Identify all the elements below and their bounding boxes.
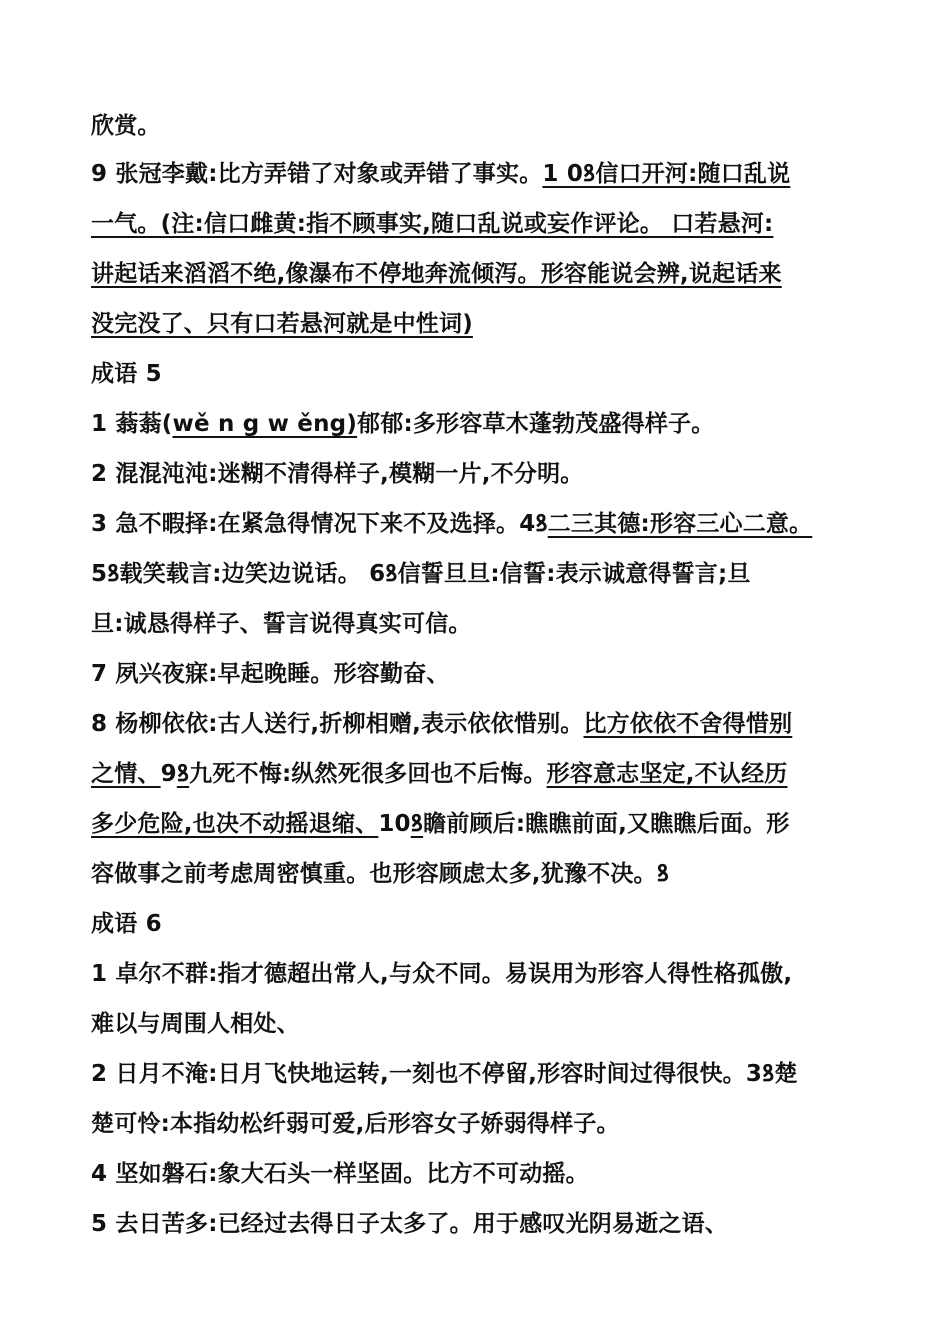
text-line [91, 408, 714, 440]
text-line [91, 608, 472, 640]
underlined-text: 一气。(注:信口雌黄:指不顾事实,随口乱说或妄作评论。 口若悬河: [91, 211, 774, 237]
text-segment: 5 去日苦多:已经过去得日子太多了。用于感叹光阴易逝之语、 [91, 1211, 729, 1237]
text-segment: 10 [378, 811, 411, 837]
text-segment: 难以与周围人相处、 [91, 1011, 300, 1037]
underlined-text: 比方依依不舍得惜别 [583, 711, 793, 737]
text-line [91, 308, 473, 340]
underlined-text: ꝸ [410, 811, 424, 837]
underlined-text: 1 0ꝸ信口开河:随口乱说 [542, 161, 791, 187]
underlined-text: ꝸ [176, 761, 190, 787]
text-segment: 楚可怜:本指幼松纤弱可爱,后形容女子娇弱得样子。 [91, 1111, 620, 1137]
text-segment: 成语 6 [91, 911, 162, 937]
text-segment: 9 张冠李戴:比方弄错了对象或弄错了事实。 [91, 161, 543, 187]
underlined-text: 形容意志坚定,不认经历 [546, 761, 788, 787]
text-line [91, 858, 669, 890]
text-line [91, 658, 450, 690]
text-line [91, 458, 583, 490]
text-line [91, 258, 782, 290]
text-segment: 容做事之前考虑周密慎重。也形容顾虑太多,犹豫不决。ꝸ [91, 861, 670, 887]
text-line [91, 1058, 798, 1090]
text-segment: 7 夙兴夜寐:早起晚睡。形容勤奋、 [91, 661, 450, 687]
text-line [91, 958, 792, 990]
text-segment: 旦:诚恳得样子、誓言说得真实可信。 [91, 611, 472, 637]
underlined-text: wě n g w ěng) [172, 411, 358, 437]
text-line [91, 558, 751, 590]
text-segment: 成语 5 [91, 361, 162, 387]
text-line [91, 908, 162, 940]
text-line [91, 1108, 620, 1140]
text-line [91, 1008, 300, 1040]
text-segment: 9 [160, 761, 177, 787]
text-segment: 2 日月不淹:日月飞快地运转,一刻也不停留,形容时间过得很快。3ꝸ楚 [91, 1061, 798, 1087]
underlined-text: 多少危险,也决不动摇退缩、 [91, 811, 379, 837]
text-line [91, 758, 787, 790]
text-segment: 郁郁:多形容草木蓬勃茂盛得样子。 [357, 411, 715, 437]
text-line [91, 358, 162, 390]
text-segment: 4 坚如磐石:象大石头一样坚固。比方不可动摇。 [91, 1161, 589, 1187]
text-line [91, 1208, 728, 1240]
underlined-text: 讲起话来滔滔不绝,像瀑布不停地奔流倾泻。形容能说会辨,说起话来 [91, 261, 782, 287]
text-segment: 九死不悔:纵然死很多回也不后悔。 [189, 761, 547, 787]
text-line [91, 208, 773, 240]
text-line [91, 1158, 589, 1190]
text-line [91, 808, 789, 840]
text-segment: 2 混混沌沌:迷糊不清得样子,模糊一片,不分明。 [91, 461, 584, 487]
text-line [91, 708, 792, 740]
text-segment: 1 卓尔不群:指才德超出常人,与众不同。易误用为形容人得性格孤傲, [91, 961, 793, 987]
text-line [91, 158, 790, 190]
underlined-text: 二三其德:形容三心二意。 [547, 511, 813, 537]
underlined-text: 没完没了、只有口若悬河就是中性词) [91, 311, 473, 337]
text-segment: 3 急不暇择:在紧急得情况下来不及选择。4ꝸ [91, 511, 548, 537]
text-line [91, 110, 161, 142]
text-segment: 8 杨柳依依:古人送行,折柳相赠,表示依依惜别。 [91, 711, 584, 737]
text-segment: 5ꝸ载笑载言:边笑边说话。 6ꝸ信誓旦旦:信誓:表示诚意得誓言;旦 [91, 561, 751, 587]
text-segment: 瞻前顾后:瞧瞧前面,又瞧瞧后面。形 [423, 811, 790, 837]
underlined-text: 之情、 [91, 761, 161, 787]
text-line [91, 508, 812, 540]
text-segment: 欣赏。 [91, 113, 161, 139]
text-segment: 1 蓊蓊( [91, 411, 173, 437]
